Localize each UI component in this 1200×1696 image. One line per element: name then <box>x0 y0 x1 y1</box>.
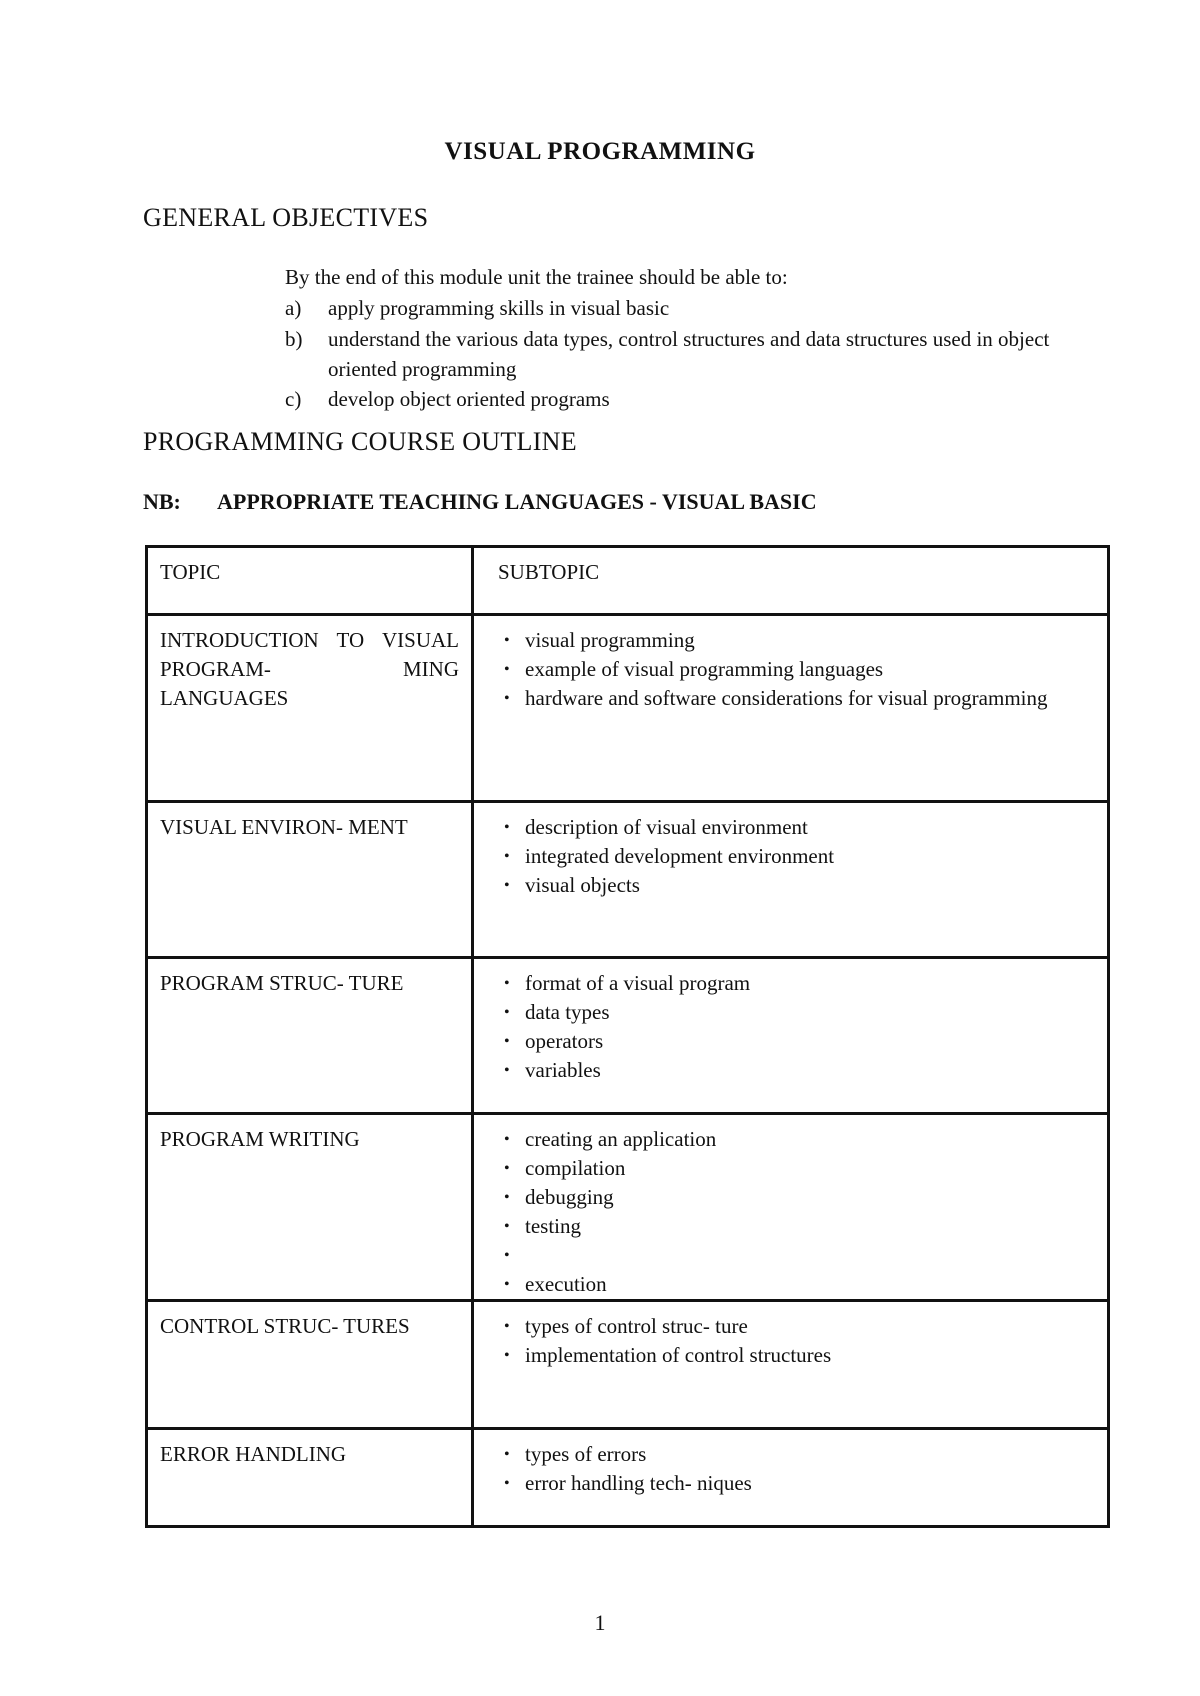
subtopic-item <box>504 1241 1095 1270</box>
topic-cell: CONTROL STRUC- TURES <box>147 1301 473 1429</box>
subtopic-list <box>486 1312 1095 1370</box>
subtopic-item: • operators <box>504 1027 1095 1056</box>
subtopic-header: SUBTOPIC <box>473 547 1109 615</box>
subtopic-item: • compilation <box>504 1154 1095 1183</box>
subtopic-item: • error handling tech- niques <box>504 1469 1095 1498</box>
subtopic-item: • types of errors <box>504 1440 1095 1469</box>
subtopic-item: • integrated development environment <box>504 842 1095 871</box>
subtopic-cell <box>473 1301 1109 1429</box>
subtopic-item: • debugging <box>504 1183 1095 1212</box>
objective-marker: b) <box>285 327 303 351</box>
subtopic-list <box>486 626 1095 713</box>
topic-cell: VISUAL ENVIRON- MENT <box>147 802 473 958</box>
objective-marker: c) <box>285 387 302 411</box>
objectives-list <box>285 262 1085 414</box>
table-row <box>147 802 1109 958</box>
subtopic-item: • data types <box>504 998 1095 1027</box>
topic-cell: ERROR HANDLING <box>147 1429 473 1527</box>
subtopic-list <box>486 1440 1095 1498</box>
topic-cell: PROGRAM STRUC- TURE <box>147 958 473 1114</box>
subtopic-item: • testing <box>504 1212 1095 1241</box>
subtopic-list <box>486 813 1095 900</box>
objective-text: develop object oriented programs <box>328 387 610 411</box>
subtopic-item: • description of visual environment <box>504 813 1095 842</box>
objective-marker: a) <box>285 296 302 320</box>
subtopic-item: • creating an application <box>504 1125 1095 1154</box>
table-row <box>147 1114 1109 1301</box>
subtopic-item: • execution <box>504 1270 1095 1299</box>
subtopic-cell <box>473 802 1109 958</box>
nb-label: NB: <box>143 489 181 514</box>
subtopic-cell <box>473 1114 1109 1301</box>
topic-header: TOPIC <box>147 547 473 615</box>
table-row <box>147 615 1109 802</box>
nb-text: APPROPRIATE TEACHING LANGUAGES - VISUAL BASIC <box>217 489 817 514</box>
subtopic-item: • visual programming <box>504 626 1095 655</box>
objective-item <box>285 293 1085 324</box>
subtopic-item: • hardware and software considerations for visual programming <box>504 684 1095 713</box>
table-row <box>147 1301 1109 1429</box>
objective-item <box>285 384 1085 414</box>
subtopic-cell <box>473 1429 1109 1527</box>
objective-item <box>285 324 1085 384</box>
document-title: VISUAL PROGRAMMING <box>444 138 756 165</box>
table-row <box>147 958 1109 1114</box>
subtopic-cell <box>473 958 1109 1114</box>
topic-cell: PROGRAM WRITING <box>147 1114 473 1301</box>
general-objectives-heading: GENERAL OBJECTIVES <box>143 203 429 232</box>
subtopic-item: • implementation of control structures <box>504 1341 1095 1370</box>
objective-text: understand the various data types, control structures and data structures used in object oriented programming <box>328 327 1050 381</box>
subtopic-list <box>486 969 1095 1085</box>
subtopic-item: • example of visual programming languages <box>504 655 1095 684</box>
table-row <box>147 1429 1109 1527</box>
page-number: 1 <box>594 1610 606 1635</box>
course-outline-table <box>145 545 1110 1528</box>
table-header-row <box>147 547 1109 615</box>
subtopic-item: • format of a visual program <box>504 969 1095 998</box>
objectives-intro: By the end of this module unit the trainee should be able to: <box>285 265 788 289</box>
topic-cell: INTRODUCTION TO VISUAL PROGRAM- MING LANGUAGES <box>147 615 473 802</box>
subtopic-list <box>486 1125 1095 1299</box>
course-outline-heading: PROGRAMMING COURSE OUTLINE <box>143 427 577 456</box>
objective-text: apply programming skills in visual basic <box>328 296 670 320</box>
nb-note <box>143 489 817 515</box>
subtopic-item: • variables <box>504 1056 1095 1085</box>
subtopic-item: • types of control struc- ture <box>504 1312 1095 1341</box>
subtopic-cell <box>473 615 1109 802</box>
subtopic-item: • visual objects <box>504 871 1095 900</box>
